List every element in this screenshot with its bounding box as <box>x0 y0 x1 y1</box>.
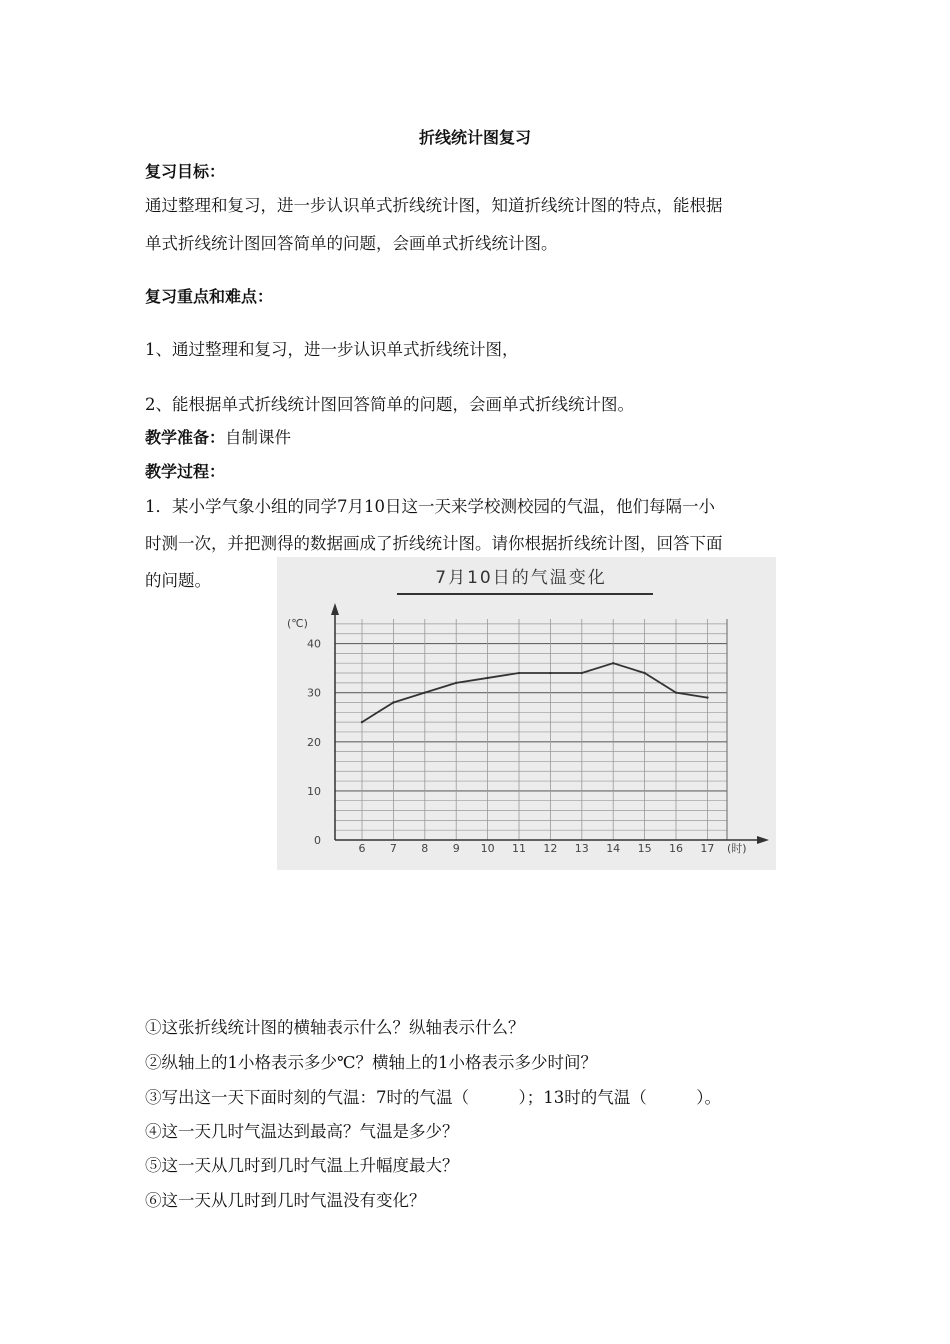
process-text-line-3: 的问题。 <box>145 571 211 590</box>
key-point-2: 2、能根据单式折线统计图回答简单的问题，会画单式折线统计图。 <box>145 395 634 414</box>
prep-value: 自制课件 <box>225 428 292 447</box>
prep-heading: 教学准备： <box>145 428 226 447</box>
temperature-line-chart <box>277 557 776 870</box>
x-tick-label: 15 <box>637 842 652 855</box>
y-axis-arrow <box>331 603 339 615</box>
chart-title: 7月10日的气温变化 <box>435 568 607 588</box>
question-2: ②纵轴上的1小格表示多少℃？横轴上的1小格表示多少时间？ <box>145 1053 597 1072</box>
x-tick-label: 9 <box>452 842 460 855</box>
temperature-data-point <box>675 691 677 693</box>
key-point-1: 1、通过整理和复习，进一步认识单式折线统计图， <box>145 340 519 359</box>
y-tick-label: 0 <box>314 834 321 847</box>
goal-text-line-1: 通过整理和复习，进一步认识单式折线统计图，知道折线统计图的特点，能根据 <box>145 196 723 215</box>
question-4: ④这一天几时气温达到最高？气温是多少？ <box>145 1122 459 1141</box>
temperature-data-point <box>549 672 551 674</box>
y-tick-label: 10 <box>307 784 321 798</box>
process-text-line-1: 1．某小学气象小组的同学7月10日这一天来学校测校园的气温，他们每隔一小 <box>145 497 715 516</box>
temperature-data-point <box>361 721 363 723</box>
x-axis-unit-label: (时) <box>727 842 747 855</box>
question-1: ①这张折线统计图的横轴表示什么？纵轴表示什么？ <box>145 1018 525 1037</box>
x-tick-label: 14 <box>606 842 621 855</box>
x-tick-label: 16 <box>669 842 683 855</box>
temperature-data-point <box>455 682 457 684</box>
question-6: ⑥这一天从几时到几时气温没有变化？ <box>145 1191 426 1210</box>
x-tick-label: 8 <box>421 842 429 855</box>
question-5: ⑤这一天从几时到几时气温上升幅度最大？ <box>145 1156 459 1175</box>
x-tick-label: 7 <box>389 842 397 855</box>
y-tick-label: 40 <box>307 637 321 651</box>
y-tick-label: 20 <box>307 735 321 749</box>
x-tick-label: 11 <box>512 842 526 855</box>
goal-heading: 复习目标： <box>145 162 226 181</box>
key-points-heading: 复习重点和难点： <box>145 287 274 306</box>
temperature-data-point <box>424 691 426 693</box>
x-tick-label: 6 <box>358 842 366 855</box>
process-text-line-2: 时测一次，并把测得的数据画成了折线统计图。请你根据折线统计图，回答下面 <box>145 534 723 553</box>
y-tick-label: 30 <box>307 686 321 700</box>
y-axis-unit-label: (℃) <box>287 617 308 630</box>
temperature-data-point <box>643 672 645 674</box>
temperature-data-point <box>518 672 520 674</box>
temperature-data-point <box>706 696 708 698</box>
x-tick-label: 12 <box>543 842 558 855</box>
temperature-data-point <box>612 662 614 664</box>
temperature-data-point <box>581 672 583 674</box>
document-title: 折线统计图复习 <box>418 128 531 147</box>
goal-text-line-2: 单式折线统计图回答简单的问题，会画单式折线统计图。 <box>145 234 558 253</box>
temperature-data-point <box>486 677 488 679</box>
temperature-data-point <box>392 701 394 703</box>
x-tick-label: 13 <box>574 842 589 855</box>
x-tick-label: 10 <box>480 842 495 855</box>
x-tick-label: 17 <box>700 842 715 855</box>
prep-line <box>145 430 291 447</box>
chart-svg <box>277 557 776 870</box>
process-heading: 教学过程： <box>145 462 226 481</box>
question-3: ③写出这一天下面时刻的气温：7时的气温（ ）；13时的气温（ ）。 <box>145 1088 721 1107</box>
x-axis-arrow <box>757 836 769 844</box>
